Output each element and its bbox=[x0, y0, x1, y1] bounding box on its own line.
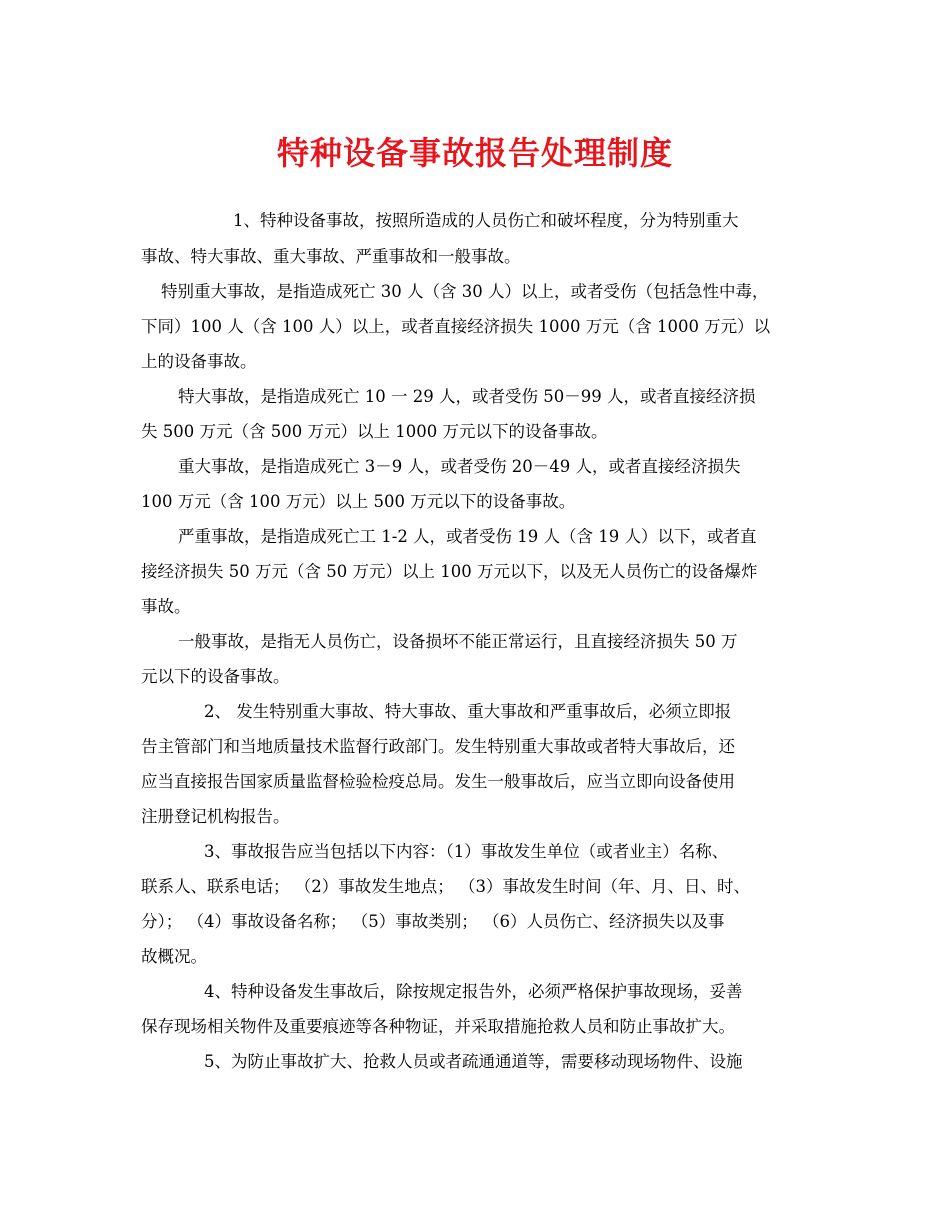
paragraph-line: 告主管部门和当地质量技术监督行政部门。发生特别重大事故或者特大事故后，还 bbox=[141, 737, 735, 756]
paragraph-line: 联系人、联系电话； （2）事故发生地点； （3）事故发生时间（年、月、日、时、 bbox=[141, 877, 750, 896]
paragraph-line: 严重事故，是指造成死亡工 1-2 人，或者受伤 19 人（含 19 人）以下，或者直 bbox=[178, 527, 757, 546]
paragraph-line: 特大事故，是指造成死亡 10 一 29 人，或者受伤 50－99 人，或者直接经济损 bbox=[178, 387, 756, 406]
paragraph-line: 分）； （4）事故设备名称； （5）事故类别； （6）人员伤亡、经济损失以及事 bbox=[141, 912, 725, 931]
paragraph-line: 重大事故，是指造成死亡 3－9 人，或者受伤 20－49 人，或者直接经济损失 bbox=[178, 457, 741, 476]
paragraph-line: 5、为防止事故扩大、抢救人员或者疏通通道等，需要移动现场物件、设施 bbox=[204, 1052, 743, 1071]
paragraph-line: 2、 发生特别重大事故、特大事故、重大事故和严重事故后，必须立即报 bbox=[204, 702, 732, 721]
paragraph-line: 3、事故报告应当包括以下内容：（1）事故发生单位（或者业主）名称、 bbox=[204, 842, 729, 861]
paragraph-line: 特别重大事故，是指造成死亡 30 人（含 30 人）以上，或者受伤（包括急性中毒， bbox=[161, 282, 769, 301]
paragraph-line: 4、特种设备发生事故后，除按规定报告外，必须严格保护事故现场，妥善 bbox=[204, 982, 743, 1001]
paragraph-line: 接经济损失 50 万元（含 50 万元）以上 100 万元以下，以及无人员伤亡的设备爆炸 bbox=[141, 562, 758, 581]
paragraph-line: 保存现场相关物件及重要痕迹等各种物证，并采取措施抢救人员和防止事故扩大。 bbox=[141, 1017, 735, 1036]
paragraph-line: 事故。 bbox=[141, 597, 191, 616]
paragraph-line: 上的设备事故。 bbox=[141, 352, 257, 371]
paragraph-line: 100 万元（含 100 万元）以上 500 万元以下的设备事故。 bbox=[141, 492, 576, 511]
paragraph-line: 下同）100 人（含 100 人）以上，或者直接经济损失 1000 万元（含 1000 万元）以 bbox=[141, 317, 771, 336]
document-title: 特种设备事故报告处理制度 bbox=[276, 134, 673, 172]
paragraph-line: 故概况。 bbox=[141, 947, 207, 966]
paragraph-line: 事故、特大事故、重大事故、严重事故和一般事故。 bbox=[141, 247, 521, 266]
paragraph-line: 元以下的设备事故。 bbox=[141, 667, 290, 686]
paragraph-line: 应当直接报告国家质量监督检验检疫总局。发生一般事故后，应当立即向设备使用 bbox=[141, 772, 735, 791]
paragraph-line: 失 500 万元（含 500 万元）以上 1000 万元以下的设备事故。 bbox=[141, 422, 608, 441]
paragraph-line: 一般事故，是指无人员伤亡，设备损坏不能正常运行，且直接经济损失 50 万 bbox=[178, 632, 738, 651]
paragraph-line: 1、特种设备事故，按照所造成的人员伤亡和破坏程度，分为特别重大 bbox=[233, 211, 739, 230]
paragraph-line: 注册登记机构报告。 bbox=[141, 807, 290, 826]
